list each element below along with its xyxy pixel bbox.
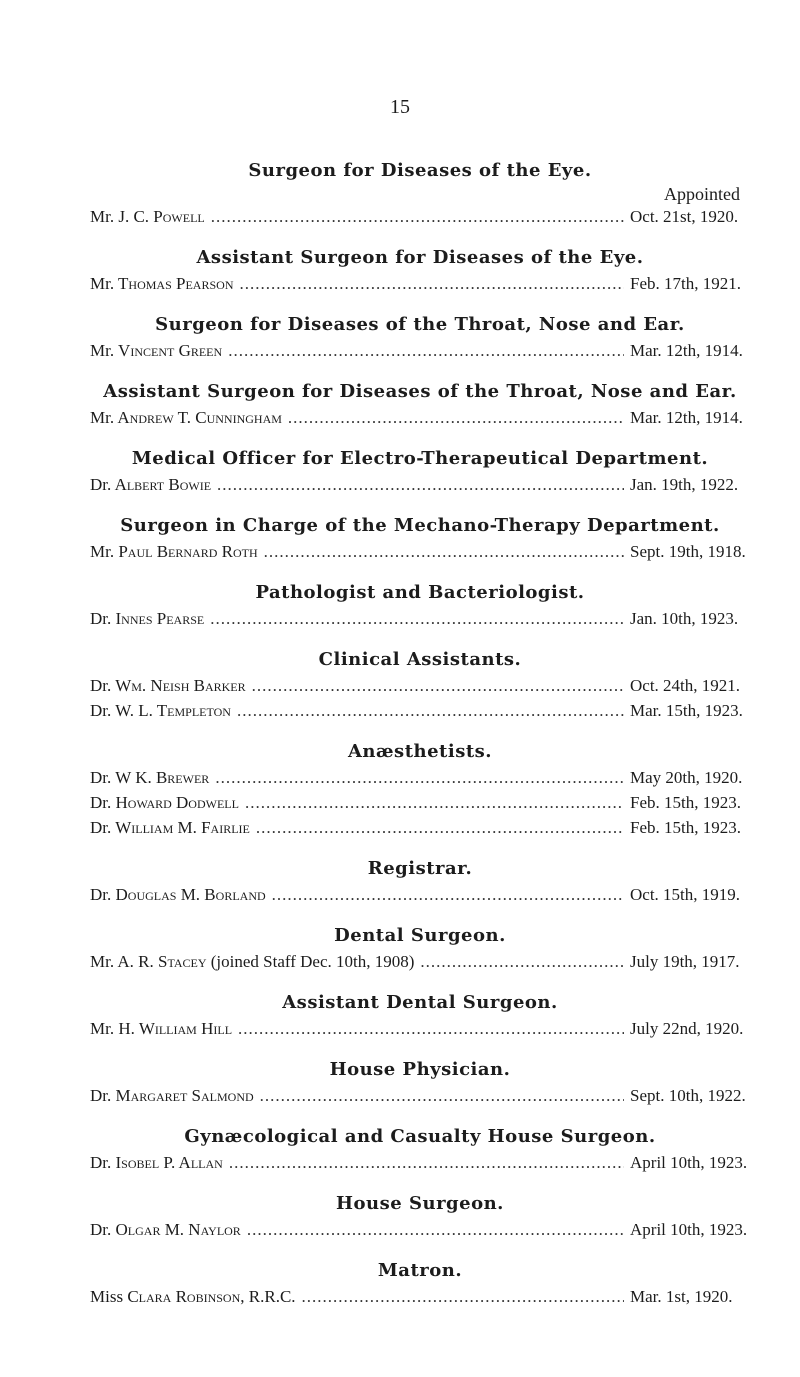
section-heading: Surgeon in Charge of the Mechano-Therapy Department. [120,515,720,536]
section-heading: Registrar. [367,858,473,879]
section-heading: Matron. [377,1260,463,1281]
staff-entry [90,1284,750,1309]
staff-entry [90,606,750,631]
appointed-column-label: Appointed [664,184,740,204]
staff-title: Mr. [90,274,115,293]
staff-title: Mr. [90,341,115,360]
staff-list [90,158,750,1325]
appointed-date: Mar. 15th, 1923. [630,701,743,720]
appointed-date: April 10th, 1923. [630,1220,748,1239]
staff-title: Dr. [90,1153,112,1172]
staff-title: Dr. [90,609,112,628]
leader-dots [420,949,624,974]
staff-name: Andrew T. Cunningham [117,408,282,427]
staff-name-cell [90,204,205,229]
staff-entry [90,673,750,698]
staff-name: Howard Dodwell [115,793,239,812]
staff-name: Olgar M. Naylor [115,1220,241,1239]
staff-name-cell [90,949,414,974]
staff-name: Innes Pearse [115,609,205,628]
leader-dots [252,673,624,698]
staff-name: A. R. Stacey [117,952,207,971]
appointed-date: Feb. 15th, 1923. [630,818,741,837]
staff-entry [90,790,750,815]
page-number: 15 [390,96,410,118]
staff-title: Dr. [90,1086,112,1105]
staff-entry [90,882,750,907]
staff-name-cell [90,539,258,564]
section-heading: Dental Surgeon. [334,925,506,946]
section-heading: Clinical Assistants. [318,649,522,670]
leader-dots [229,1150,624,1175]
appointed-date: Mar. 12th, 1914. [630,408,743,427]
staff-name-cell [90,1016,232,1041]
staff-name: Albert Bowie [114,475,212,494]
staff-entry [90,1016,750,1041]
appointed-date: Jan. 10th, 1923. [630,609,739,628]
leader-dots [217,472,624,497]
staff-entry [90,949,750,974]
staff-name: Isobel P. Allan [115,1153,223,1172]
appointed-date: May 20th, 1920. [630,768,743,787]
staff-entry [90,1083,750,1108]
staff-section [90,1057,750,1108]
section-heading: Surgeon for Diseases of the Throat, Nose and Ear. [155,314,685,335]
leader-dots [260,1083,624,1108]
leader-dots [215,765,624,790]
leader-dots [211,204,624,229]
appointed-date: Mar. 1st, 1920. [630,1287,733,1306]
staff-name-cell [90,765,209,790]
section-heading: Gynæcological and Casualty House Surgeon. [184,1126,656,1147]
leader-dots [228,338,624,363]
staff-section [90,379,750,430]
staff-section [90,739,750,840]
staff-name-cell [90,606,204,631]
appointed-date: Feb. 15th, 1923. [630,793,741,812]
appointed-date: Jan. 19th, 1922. [630,475,739,494]
staff-title: Dr. [90,475,112,494]
staff-section [90,856,750,907]
staff-name: H. William Hill [118,1019,233,1038]
staff-name: Paul Bernard Roth [118,542,258,561]
staff-name: William M. Fairlie [115,818,250,837]
staff-name: Margaret Salmond [115,1086,254,1105]
staff-title: Dr. [90,1220,112,1239]
staff-name-cell [90,405,282,430]
appointed-date: Oct. 21st, 1920. [630,207,739,226]
appointed-date: Mar. 12th, 1914. [630,341,743,360]
leader-dots [247,1217,624,1242]
staff-name-cell [90,1217,241,1242]
appointed-date: Oct. 24th, 1921. [630,676,741,695]
staff-name: Wm. Neish Barker [115,676,246,695]
staff-section [90,990,750,1041]
appointed-date: Feb. 17th, 1921. [630,274,741,293]
staff-entry [90,698,750,723]
staff-title: Dr. [90,818,112,837]
staff-name-cell [90,1284,296,1309]
staff-entry [90,815,750,840]
staff-title: Dr. [90,885,112,904]
leader-dots [288,405,624,430]
section-heading: Anæsthetists. [347,741,493,762]
staff-name-cell [90,472,211,497]
staff-name: J. C. Powell [118,207,205,226]
staff-name: Clara Robinson, R.R.C. [127,1287,296,1306]
section-heading: Assistant Surgeon for Diseases of the Eye. [196,247,644,268]
leader-dots [302,1284,624,1309]
appointed-date: Sept. 10th, 1922. [630,1086,746,1105]
staff-title: Mr. [90,1019,115,1038]
staff-section [90,446,750,497]
staff-name-cell [90,698,231,723]
staff-name: Douglas M. Borland [115,885,266,904]
staff-name-cell [90,1150,223,1175]
staff-note: (joined Staff Dec. 10th, 1908) [210,952,415,971]
staff-name-cell [90,338,222,363]
staff-section [90,1191,750,1242]
staff-entry [90,472,750,497]
staff-entry [90,204,750,229]
staff-name-cell [90,271,233,296]
leader-dots [256,815,624,840]
appointed-date: April 10th, 1923. [630,1153,748,1172]
staff-name: Vincent Green [118,341,223,360]
staff-title: Mr. [90,952,115,971]
staff-name: Thomas Pearson [118,274,234,293]
staff-name-cell [90,1083,254,1108]
section-heading: Medical Officer for Electro-Therapeutical Department. [131,448,709,469]
section-heading: Surgeon for Diseases of the Eye. [248,160,592,181]
section-heading: Pathologist and Bacteriologist. [255,582,585,603]
appointed-date: July 22nd, 1920. [630,1019,744,1038]
staff-name-cell [90,882,266,907]
staff-section [90,1258,750,1309]
staff-title: Mr. [90,542,115,561]
appointed-date: Sept. 19th, 1918. [630,542,746,561]
leader-dots [210,606,624,631]
staff-entry [90,271,750,296]
staff-title: Dr. [90,768,112,787]
staff-name: W K. Brewer [115,768,210,787]
staff-name-cell [90,815,250,840]
staff-section [90,1124,750,1175]
section-heading: Assistant Surgeon for Diseases of the Throat, Nose and Ear. [103,381,737,402]
leader-dots [245,790,624,815]
staff-title: Miss [90,1287,124,1306]
section-heading: House Physician. [329,1059,511,1080]
staff-title: Mr. [90,408,115,427]
staff-name-cell [90,790,239,815]
staff-entry [90,1150,750,1175]
staff-entry [90,1217,750,1242]
staff-section [90,923,750,974]
staff-entry [90,765,750,790]
staff-name-cell [90,673,246,698]
staff-section [90,580,750,631]
section-heading: Assistant Dental Surgeon. [282,992,558,1013]
staff-entry [90,405,750,430]
leader-dots [237,698,624,723]
staff-entry [90,539,750,564]
staff-section [90,513,750,564]
section-heading: House Surgeon. [336,1193,504,1214]
appointed-date: July 19th, 1917. [630,952,740,971]
leader-dots [238,1016,624,1041]
staff-section [90,647,750,723]
leader-dots [272,882,624,907]
leader-dots [239,271,624,296]
staff-title: Dr. [90,676,112,695]
staff-title: Dr. [90,701,112,720]
staff-section [90,158,750,229]
staff-entry [90,338,750,363]
staff-name: W. L. Templeton [115,701,231,720]
staff-title: Mr. [90,207,115,226]
staff-section [90,312,750,363]
leader-dots [264,539,624,564]
staff-title: Dr. [90,793,112,812]
staff-section [90,245,750,296]
appointed-date: Oct. 15th, 1919. [630,885,741,904]
